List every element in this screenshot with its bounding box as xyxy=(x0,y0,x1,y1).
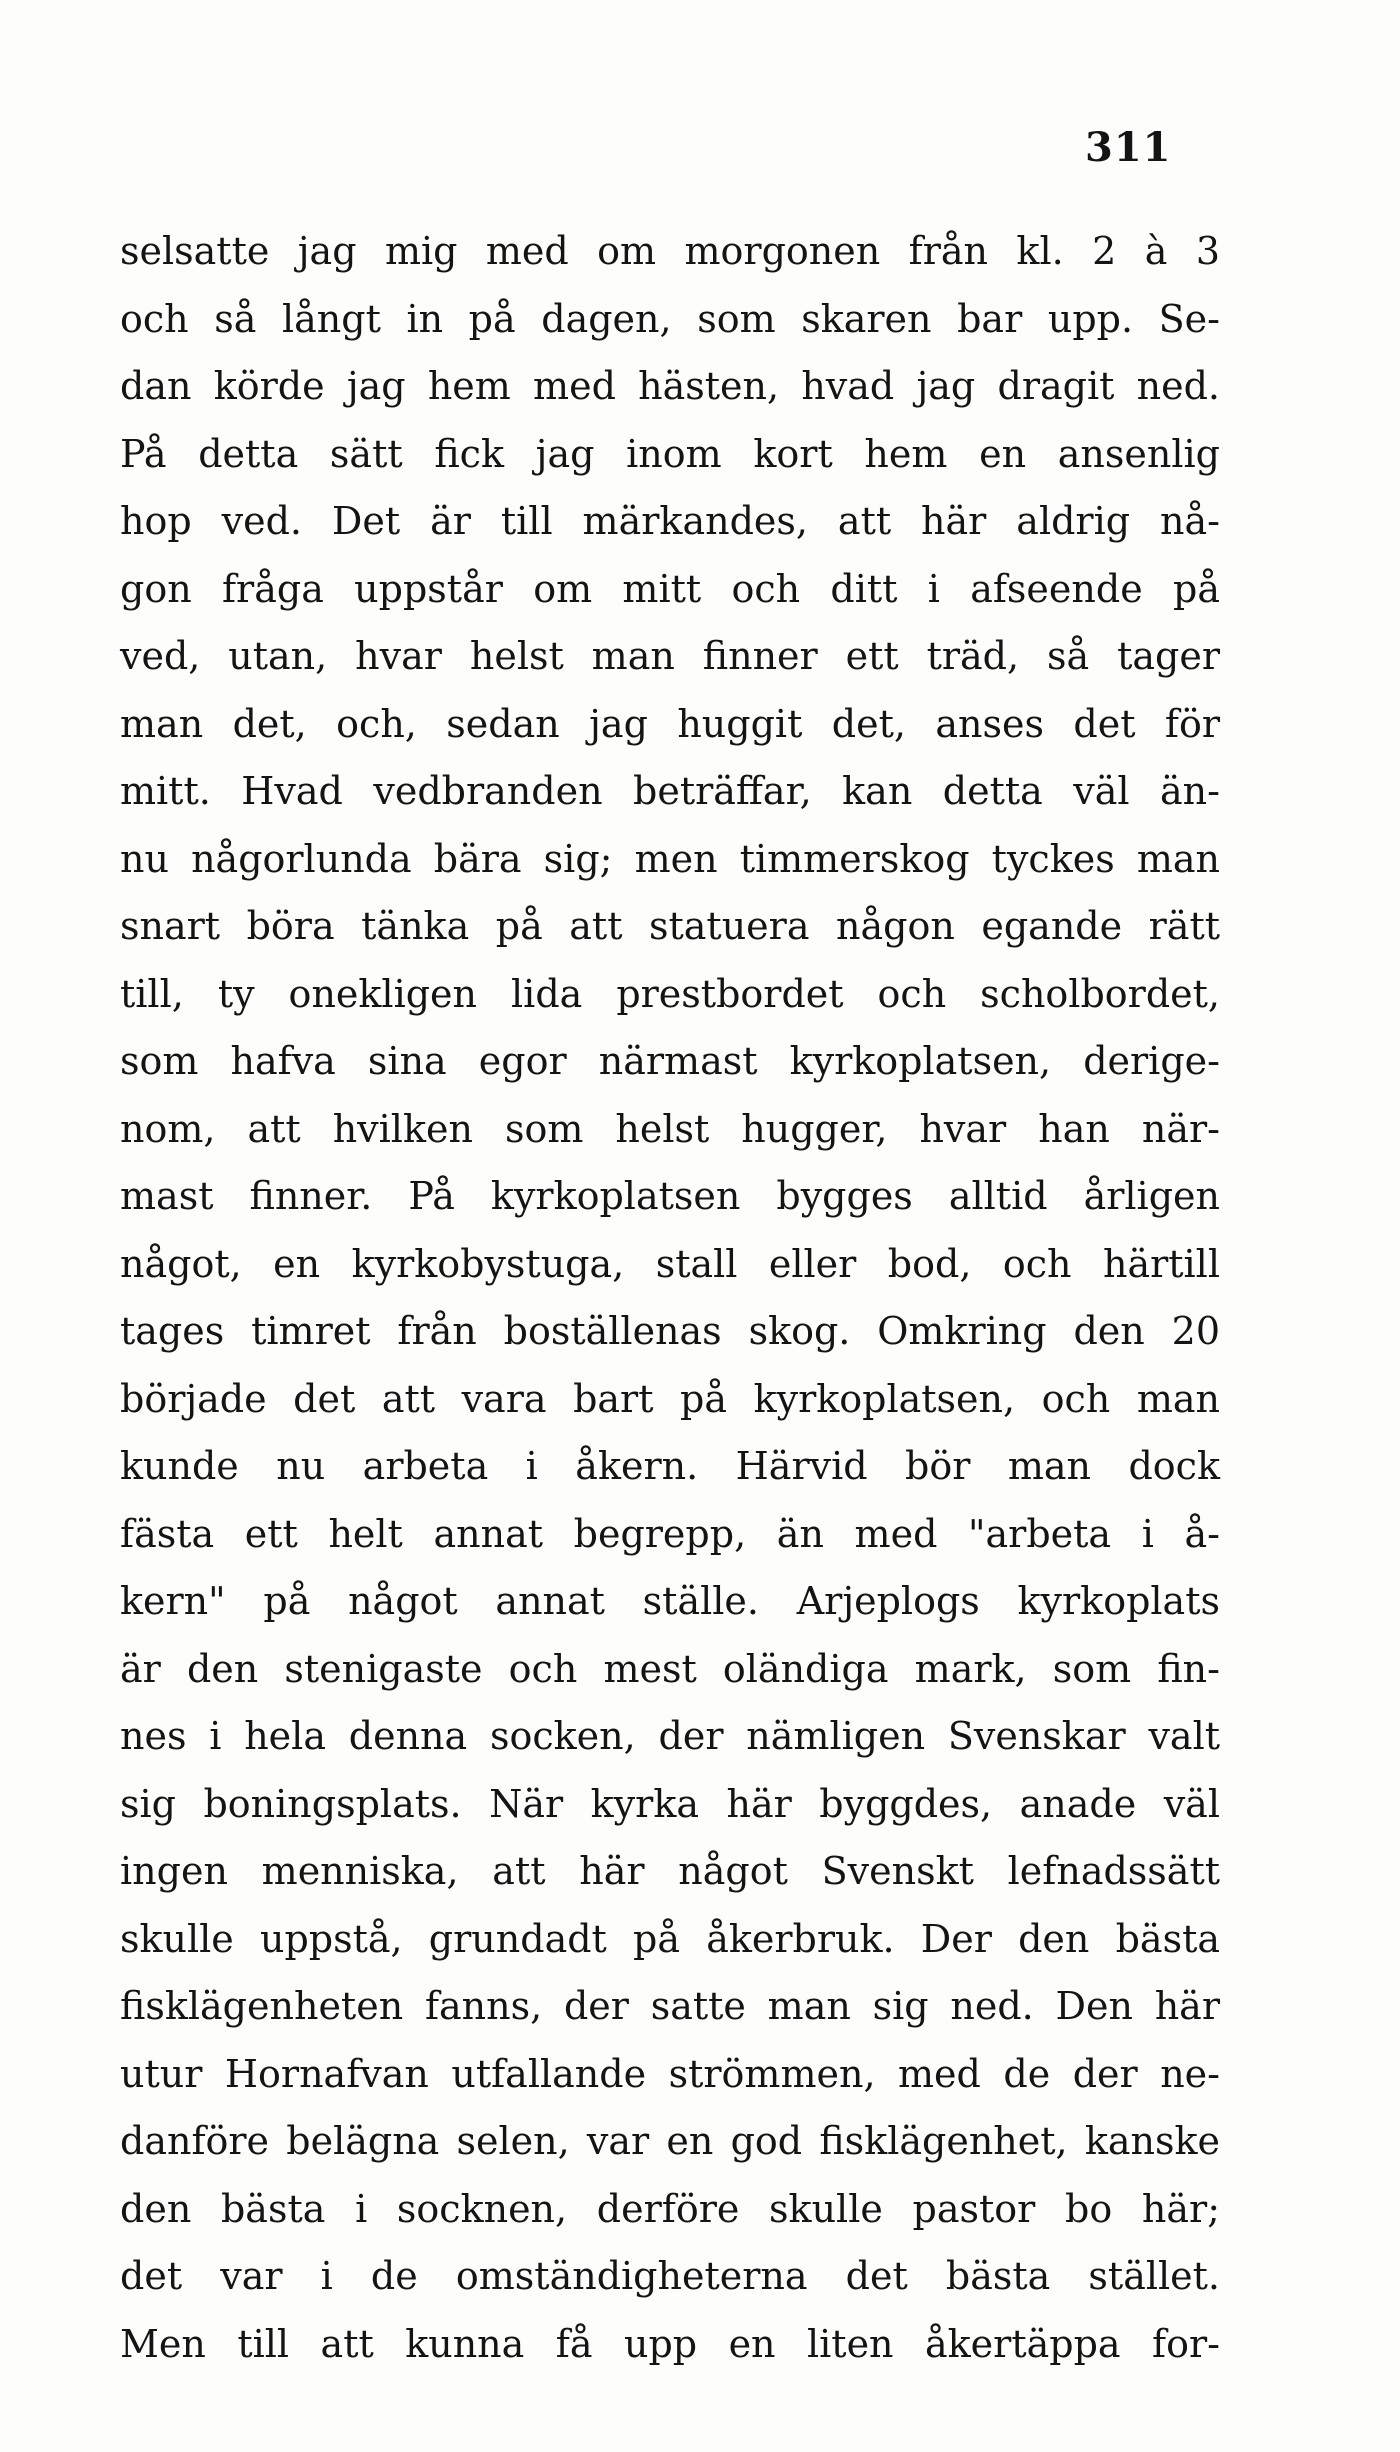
text-line: gon fråga uppstår om mitt och ditt i afseende på xyxy=(120,566,1220,611)
text-line: fisklägenheten fanns, der satte man sig ned. Den här xyxy=(120,1984,1220,2028)
text-line: är den stenigaste och mest oländiga mark, som fin- xyxy=(120,1646,1220,1691)
text-line: kunde nu arbeta i åkern. Härvid bör man dock xyxy=(120,1444,1220,1488)
text-line: nu någorlunda bära sig; men timmerskog tyckes man xyxy=(120,836,1220,881)
text-line: den bästa i socknen, derföre skulle pastor bo här; xyxy=(120,2186,1220,2231)
text-line: hop ved. Det är till märkandes, att här aldrig nå- xyxy=(120,499,1220,543)
text-line: skulle uppstå, grundadt på åkerbruk. Der den bästa xyxy=(120,1916,1220,1961)
text-line: På detta sätt fick jag inom kort hem en ansenlig xyxy=(120,431,1220,476)
text-line: nom, att hvilken som helst hugger, hvar han när- xyxy=(120,1106,1220,1151)
text-line: selsatte jag mig med om morgonen från kl. 2 à 3 xyxy=(120,229,1220,273)
text-line: sig boningsplats. När kyrka här byggdes, anade väl xyxy=(120,1781,1220,1826)
text-line: Men till att kunna få upp en liten åkertäppa for- xyxy=(120,2321,1220,2366)
text-line: ingen menniska, att här något Svenskt lefnadssätt xyxy=(120,1849,1220,1893)
body-text xyxy=(120,218,1220,2378)
text-line: något, en kyrkobystuga, stall eller bod, och härtill xyxy=(120,1241,1220,1286)
text-line: och så långt in på dagen, som skaren bar upp. Se- xyxy=(120,296,1220,341)
text-line: som hafva sina egor närmast kyrkoplatsen, derige- xyxy=(120,1039,1220,1083)
page-number: 311 xyxy=(1085,124,1172,171)
text-line: dan körde jag hem med hästen, hvad jag dragit ned. xyxy=(120,364,1220,408)
text-line: mast finner. På kyrkoplatsen bygges alltid årligen xyxy=(120,1174,1220,1218)
text-line: det var i de omständigheterna det bästa stället. xyxy=(120,2254,1220,2298)
text-line: tages timret från boställenas skog. Omkring den 20 xyxy=(120,1309,1220,1353)
text-line: danföre belägna selen, var en god fisklägenhet, kanske xyxy=(120,2119,1220,2163)
text-line: nes i hela denna socken, der nämligen Svenskar valt xyxy=(120,1714,1220,1758)
text-line: mitt. Hvad vedbranden beträffar, kan detta väl än- xyxy=(120,769,1220,813)
text-line: ved, utan, hvar helst man finner ett träd, så tager xyxy=(120,634,1220,678)
text-line: utur Hornafvan utfallande strömmen, med de der ne- xyxy=(120,2051,1220,2096)
text-line: man det, och, sedan jag huggit det, anses det för xyxy=(120,701,1220,746)
text-line: fästa ett helt annat begrepp, än med "arbeta i å- xyxy=(120,1511,1220,1556)
text-line: till, ty onekligen lida prestbordet och scholbordet, xyxy=(120,971,1220,1016)
text-line: kern" på något annat ställe. Arjeplogs kyrkoplats xyxy=(120,1579,1220,1623)
text-line: snart böra tänka på att statuera någon egande rätt xyxy=(120,904,1220,948)
text-line: började det att vara bart på kyrkoplatsen, och man xyxy=(120,1376,1220,1421)
